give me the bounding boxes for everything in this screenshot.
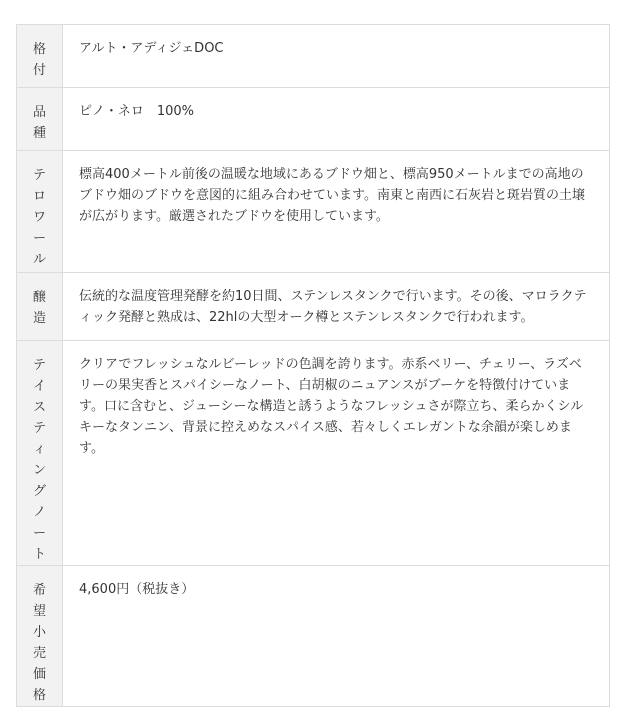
spec-row-vinification — [17, 273, 610, 341]
spec-label-cell — [17, 273, 63, 341]
spec-value-classification: アルト・アディジェDOC — [79, 41, 224, 56]
spec-row-retail-price — [17, 566, 610, 707]
wine-spec-table — [16, 24, 610, 707]
spec-value-cell — [63, 273, 610, 341]
spec-value-vinification: 伝統的な温度管理発酵を約10日間、ステンレスタンクで行います。その後、マロラクティック発酵と熟成は、22hlの大型オーク樽とステンレスタンクで行われます。 — [79, 289, 587, 325]
spec-row-classification — [17, 25, 610, 88]
spec-row-variety — [17, 88, 610, 151]
spec-value-cell — [63, 151, 610, 273]
spec-row-terroir — [17, 151, 610, 273]
spec-label-cell — [17, 566, 63, 707]
spec-label-terroir: テロワール — [32, 168, 46, 267]
spec-row-tasting-note — [17, 341, 610, 566]
spec-value-tasting-note: クリアでフレッシュなルビーレッドの色調を誇ります。赤系ベリー、チェリー、ラズベリーの果実香とスパイシーなノート、白胡椒のニュアンスがブーケを特徴付けています。口に含むと、ジューシーな構造と誘うようなフレッシュさが際立ち、柔らかくシルキーなタンニン、背景に控えめなスパイス感、若々しくエレガントな余韻が楽しめます。 — [79, 357, 584, 456]
spec-label-vinification: 醸造 — [32, 290, 46, 326]
spec-value-cell — [63, 341, 610, 566]
spec-label-variety: 品種 — [32, 105, 46, 141]
spec-value-retail-price: 4,600円（税抜き） — [79, 582, 195, 597]
spec-value-cell — [63, 25, 610, 88]
spec-label-cell — [17, 341, 63, 566]
spec-value-terroir: 標高400メートル前後の温暖な地域にあるブドウ畑と、標高950メートルまでの高地のブドウ畑のブドウを意図的に組み合わせています。南東と南西に石灰岩と斑岩質の土壌が広がります。厳選されたブドウを使用しています。 — [79, 167, 585, 224]
spec-value-variety: ピノ・ネロ 100% — [79, 104, 195, 119]
spec-label-cell — [17, 88, 63, 151]
spec-label-cell — [17, 25, 63, 88]
spec-label-classification: 格付 — [32, 42, 46, 78]
spec-label-tasting-note: テイスティングノート — [32, 358, 46, 562]
spec-value-cell — [63, 88, 610, 151]
spec-label-retail-price: 希望小売価格 — [32, 583, 46, 703]
spec-label-cell — [17, 151, 63, 273]
spec-value-cell — [63, 566, 610, 707]
